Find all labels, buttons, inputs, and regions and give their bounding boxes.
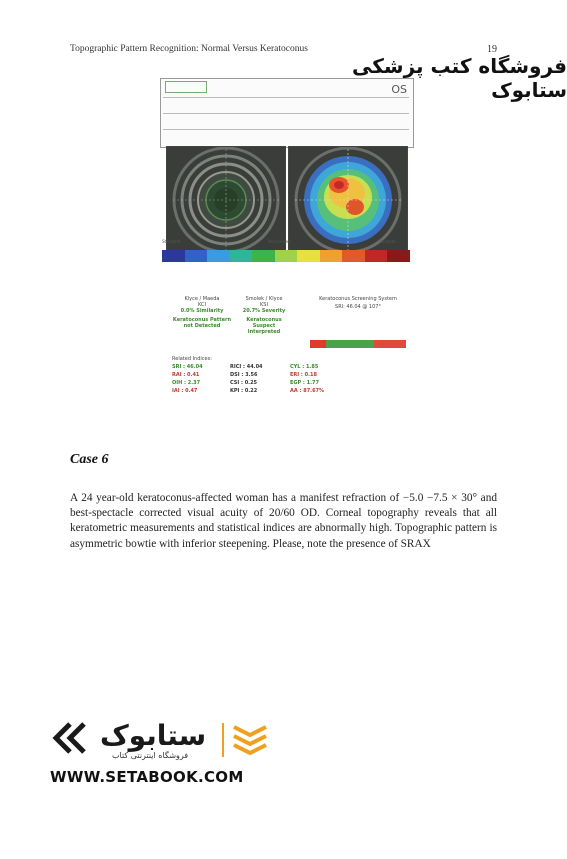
related-index: EGP : 1.77 [290, 380, 320, 386]
related-index: ERI : 0.18 [290, 372, 317, 378]
related-index: KPI : 0.22 [230, 388, 258, 394]
screening-value: SRI: 46.04 @ 107° [335, 304, 381, 310]
scale-swatch [342, 250, 365, 262]
ks-result: Keratoconus Suspect Interpreted [246, 317, 282, 335]
scale-swatch [320, 250, 343, 262]
color-topography-map [288, 146, 408, 254]
ks-value: 20.7% Severity [242, 308, 286, 314]
scale-swatch [365, 250, 388, 262]
screening-bar [310, 340, 406, 348]
case-title: Case 6 [70, 452, 109, 467]
klyce-maeda-block [172, 296, 232, 329]
related-index: AA : 87.67% [290, 388, 325, 394]
scale-label-left: Standard [162, 239, 181, 244]
logo-divider [222, 723, 224, 757]
kc-result: Keratoconus Pattern not Detected [172, 317, 232, 329]
logo-tagline: فروشگاه اینترنتی کتاب [112, 751, 189, 760]
topography-figure [160, 78, 412, 408]
scale-swatch [297, 250, 320, 262]
screening-segment [342, 340, 358, 348]
screening-segment [310, 340, 326, 348]
related-index: CSI : 0.25 [230, 380, 258, 386]
placido-image [166, 146, 286, 254]
scale-swatch [162, 250, 185, 262]
eye-label: OS [391, 83, 407, 96]
scale-swatch [387, 250, 410, 262]
running-header: Topographic Pattern Recognition: Normal Versus Keratoconus [70, 44, 308, 54]
name-box [165, 81, 207, 93]
screening-segment [358, 340, 374, 348]
page-number: 19 [487, 44, 497, 55]
scale-swatch [185, 250, 208, 262]
kc-title: Klyce / Maeda [184, 296, 220, 302]
color-scale-bar [162, 250, 410, 262]
kc-value: 0.0% Similarity [180, 308, 224, 314]
related-index: DSI : 3.56 [230, 372, 258, 378]
scale-label-center: Normalized [268, 239, 291, 244]
book-stack-icon [230, 721, 270, 757]
related-index: OIH : 2.37 [172, 380, 201, 386]
screening-segment [390, 340, 406, 348]
related-index: RICI : 44.04 [230, 364, 263, 370]
kc-sub: KCI [198, 302, 206, 308]
related-index: RAI : 0.41 [172, 372, 200, 378]
ks-sub: KSI [260, 302, 268, 308]
screening-segment [374, 340, 390, 348]
scale-swatch [252, 250, 275, 262]
website-url[interactable]: WWW.SETABOOK.COM [50, 768, 244, 786]
related-index: SRI : 46.04 [172, 364, 203, 370]
screening-segment [326, 340, 342, 348]
logo-wordmark: ستابوک [100, 719, 207, 752]
screening-block [310, 296, 406, 310]
watermark-text: فروشگاه کتب پزشکی ستابوک [352, 54, 567, 102]
scale-swatch [230, 250, 253, 262]
related-indices-title: Related Indices: [172, 356, 212, 362]
smolek-klyce-block [236, 296, 292, 335]
ks-title: Smolek / Klyce [245, 296, 283, 302]
case-body: A 24 year-old keratoconus-affected woman has a manifest refraction of −5.0 −7.5 × 30° and best-spectacle corrected visual acuity of 20/60 OD. Corneal topography reveals that all keratometric measurements and statistical indices are abnormally high. Topographic pattern is asymmetric bowtie with inferior steepening. Please, note the presence of SRAX [70, 492, 497, 550]
setabook-logo [50, 715, 250, 765]
chevron-logo-icon [50, 721, 96, 755]
related-index: IAI : 0.47 [172, 388, 198, 394]
related-index: CYL : 1.85 [290, 364, 319, 370]
scale-swatch [275, 250, 298, 262]
scale-label-right: Diabetic [380, 239, 397, 244]
scale-swatch [207, 250, 230, 262]
figure-info-panel [160, 78, 414, 148]
screening-title: Keratoconus Screening System [319, 296, 397, 302]
